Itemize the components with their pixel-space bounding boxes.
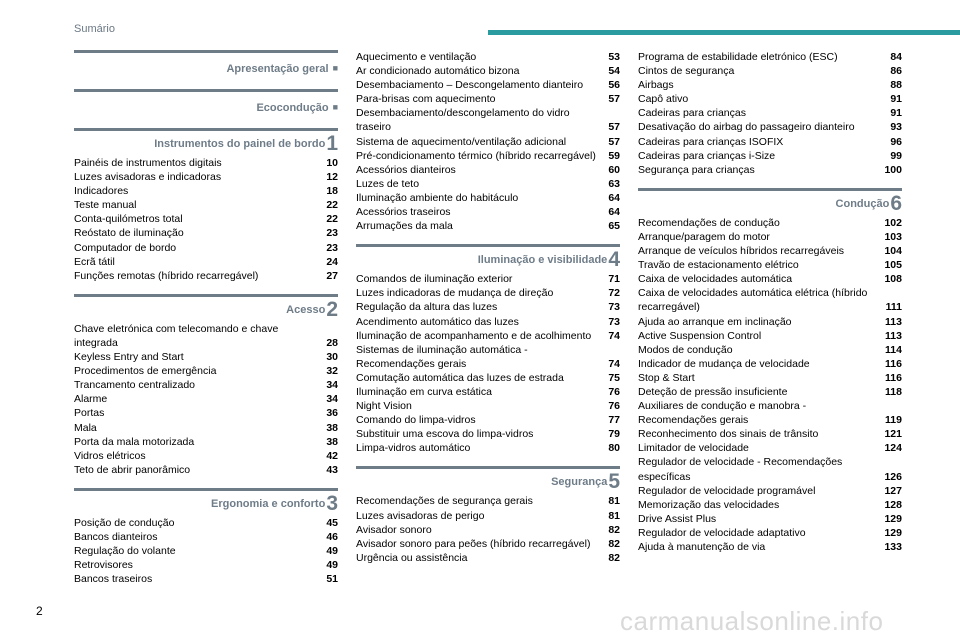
toc-entry[interactable]	[74, 364, 338, 378]
entry-title[interactable]: Segurança para crianças	[638, 163, 755, 176]
entry-title[interactable]: Limpa-vidros automático	[356, 442, 471, 455]
toc-entry[interactable]	[356, 315, 620, 329]
entry-page[interactable]: 102	[884, 216, 902, 229]
entry-page[interactable]: 49	[326, 559, 338, 572]
toc-entry[interactable]	[74, 516, 338, 530]
toc-entry[interactable]	[638, 78, 902, 92]
toc-entry[interactable]	[356, 413, 620, 427]
toc-entry[interactable]	[356, 523, 620, 537]
toc-entry[interactable]	[356, 219, 620, 233]
toc-entry[interactable]	[638, 371, 902, 385]
entry-title[interactable]: Bancos traseiros	[74, 573, 153, 586]
entry-page[interactable]: 76	[608, 385, 620, 398]
entry-title[interactable]: Teto de abrir panorâmico	[74, 463, 191, 476]
entry-page[interactable]: 119	[885, 414, 902, 427]
toc-entry[interactable]	[74, 198, 338, 212]
entry-title[interactable]: Indicador de mudança de velocidade	[638, 357, 810, 370]
entry-title[interactable]: Capô ativo	[638, 93, 689, 106]
entry-page[interactable]: 99	[890, 149, 902, 162]
entry-title[interactable]: Travão de estacionamento elétrico	[638, 259, 799, 272]
entry-page[interactable]: 71	[608, 273, 620, 286]
entry-page[interactable]: 51	[326, 573, 338, 586]
entry-page[interactable]: 43	[326, 463, 338, 476]
entry-title[interactable]: Painéis de instrumentos digitais	[74, 157, 222, 169]
section-number: 2	[326, 297, 338, 321]
toc-column-2	[356, 50, 620, 565]
entry-page[interactable]: 38	[326, 435, 338, 448]
entry-title[interactable]: Avisador sonoro	[356, 523, 432, 536]
toc-entry[interactable]	[356, 343, 620, 371]
section-title[interactable]: Iluminação e visibilidade	[477, 254, 608, 267]
entry-page[interactable]: 129	[884, 526, 902, 539]
entry-title[interactable]: Airbags	[638, 79, 674, 92]
toc-entry[interactable]	[638, 357, 902, 371]
entry-page[interactable]: 76	[608, 400, 620, 413]
toc-entry[interactable]	[638, 343, 902, 357]
entry-title[interactable]: Computador de bordo	[74, 241, 177, 254]
entry-page[interactable]: 28	[326, 336, 338, 349]
entry-title[interactable]: Regulação da altura das luzes	[356, 301, 498, 314]
toc-entry[interactable]	[638, 315, 902, 329]
section-heading[interactable]	[551, 472, 620, 492]
entry-page[interactable]: 116	[885, 357, 902, 370]
toc-entry[interactable]	[356, 92, 620, 106]
entry-title[interactable]: Procedimentos de emergência	[74, 365, 217, 378]
entry-page[interactable]: 82	[608, 523, 620, 536]
entry-title[interactable]: Comandos de iluminação exterior	[356, 273, 513, 286]
section-heading[interactable]	[478, 250, 620, 270]
section-header	[74, 128, 338, 156]
entry-title[interactable]: Stop & Start	[638, 371, 695, 384]
section-title[interactable]: Ecocondução	[256, 101, 329, 114]
entry-page[interactable]: 91	[890, 93, 902, 106]
entry-page[interactable]: 49	[326, 545, 338, 558]
entry-title[interactable]: Aquecimento e ventilação	[356, 51, 477, 63]
entry-page[interactable]: 121	[884, 428, 902, 441]
entry-page[interactable]: 23	[326, 241, 338, 254]
toc-entry[interactable]	[356, 494, 620, 508]
toc-entry[interactable]	[356, 205, 620, 219]
section-gap	[74, 283, 338, 294]
toc-entry[interactable]	[638, 149, 902, 163]
entry-title[interactable]: Regulador de velocidade - Recomendações específicas	[638, 456, 843, 483]
toc-entry[interactable]	[638, 92, 902, 106]
section-header	[356, 466, 620, 494]
section-title[interactable]: Acesso	[286, 303, 326, 316]
entry-title[interactable]: Trancamento centralizado	[74, 379, 196, 392]
section-title[interactable]: Segurança	[551, 476, 608, 489]
entry-title[interactable]: Acendimento automático das luzes	[356, 315, 519, 328]
entry-page[interactable]: 34	[326, 393, 338, 406]
toc-entry[interactable]	[638, 455, 902, 483]
entry-page[interactable]: 111	[885, 301, 902, 314]
entry-page[interactable]: 57	[608, 135, 620, 148]
toc-entry[interactable]	[638, 484, 902, 498]
entry-page[interactable]: 10	[326, 157, 338, 169]
toc-entry[interactable]	[638, 441, 902, 455]
section-gap	[638, 177, 902, 188]
entry-title[interactable]: Alarme	[74, 393, 108, 406]
toc-entry[interactable]	[74, 378, 338, 392]
section-title[interactable]: Ergonomia e conforto	[211, 497, 326, 510]
section-header	[74, 294, 338, 322]
entry-title[interactable]: Acessórios dianteiros	[356, 163, 456, 176]
toc-entry[interactable]	[638, 399, 902, 427]
entry-page[interactable]: 75	[608, 371, 620, 384]
entry-page[interactable]: 126	[884, 470, 902, 483]
toc-entry[interactable]	[356, 551, 620, 565]
entry-title[interactable]: Caixa de velocidades automática elétrica (híbrido recarregável)	[638, 287, 868, 314]
section-heading[interactable]	[835, 191, 902, 215]
entry-page[interactable]: 23	[326, 227, 338, 240]
entry-page[interactable]: 116	[885, 371, 902, 384]
header-accent-bar	[488, 30, 960, 35]
section-number: 5	[608, 470, 620, 494]
toc-entry[interactable]	[356, 177, 620, 191]
page-number: 2	[36, 604, 43, 618]
entry-title[interactable]: Pré-condicionamento térmico (híbrido recarregável)	[356, 149, 596, 162]
entry-title[interactable]: Ar condicionado automático bizona	[356, 65, 520, 78]
toc-column-3	[638, 50, 902, 554]
entry-title[interactable]: Recomendações de condução	[638, 216, 780, 229]
entry-title[interactable]: Desativação do airbag do passageiro dianteiro	[638, 121, 855, 134]
section-gap	[74, 78, 338, 89]
section-number: 3	[326, 491, 338, 515]
entry-page[interactable]: 114	[885, 343, 902, 356]
toc-entry[interactable]	[74, 156, 338, 170]
entry-page[interactable]: 18	[326, 185, 338, 198]
toc-entry[interactable]	[356, 509, 620, 523]
header-title: Sumário	[74, 23, 115, 35]
entry-title[interactable]: Funções remotas (híbrido recarregável)	[74, 269, 259, 282]
section-header	[356, 244, 620, 272]
toc-entry[interactable]	[74, 558, 338, 572]
entry-page[interactable]: 57	[608, 121, 620, 134]
entry-page[interactable]: 74	[608, 357, 620, 370]
section-gap	[74, 477, 338, 488]
toc-entry[interactable]	[356, 149, 620, 163]
entry-page[interactable]: 22	[326, 199, 338, 212]
toc-entry[interactable]	[638, 64, 902, 78]
entry-page[interactable]: 128	[884, 498, 902, 511]
toc-entry[interactable]	[74, 392, 338, 406]
entry-page[interactable]: 72	[608, 287, 620, 300]
toc-entry[interactable]	[74, 544, 338, 558]
entry-page[interactable]: 64	[608, 206, 620, 219]
section-heading[interactable]	[256, 100, 338, 115]
entry-page[interactable]: 81	[608, 495, 620, 508]
entry-title[interactable]: Drive Assist Plus	[638, 512, 717, 525]
entry-title[interactable]: Iluminação em curva estática	[356, 385, 492, 398]
entry-title[interactable]: Substituir uma escova do limpa-vidros	[356, 428, 534, 441]
toc-entry[interactable]	[74, 406, 338, 420]
entry-page[interactable]: 64	[608, 191, 620, 204]
entry-title[interactable]: Arranque/paragem do motor	[638, 230, 770, 243]
toc-entry[interactable]	[356, 441, 620, 455]
section-title[interactable]: Apresentação geral	[226, 62, 329, 75]
entry-title[interactable]: Regulador de velocidade programável	[638, 484, 816, 497]
entry-page[interactable]: 59	[608, 149, 620, 162]
toc-entry[interactable]	[356, 191, 620, 205]
entry-page[interactable]: 108	[884, 273, 902, 286]
toc-entry[interactable]	[638, 498, 902, 512]
toc-entry[interactable]	[356, 64, 620, 78]
toc-entry[interactable]	[356, 163, 620, 177]
entry-title[interactable]: Iluminação ambiente do habitáculo	[356, 191, 519, 204]
entry-page[interactable]: 113	[885, 315, 902, 328]
entry-title[interactable]: Memorização das velocidades	[638, 498, 780, 511]
toc-entry[interactable]	[74, 226, 338, 240]
toc-column-1	[74, 50, 338, 586]
toc-entry[interactable]	[356, 537, 620, 551]
entry-page[interactable]: 63	[608, 177, 620, 190]
toc-entry[interactable]	[356, 50, 620, 64]
toc-entry[interactable]	[356, 286, 620, 300]
entry-page[interactable]: 57	[608, 93, 620, 106]
section-heading[interactable]	[286, 297, 338, 321]
entry-title[interactable]: Desembaciamento – Descongelamento dianteiro	[356, 79, 584, 92]
entry-title[interactable]: Porta da mala motorizada	[74, 435, 195, 448]
toc-entry[interactable]	[356, 272, 620, 286]
toc-entry[interactable]	[74, 350, 338, 364]
entry-title[interactable]: Cadeiras para crianças	[638, 107, 746, 120]
entry-title[interactable]: Portas	[74, 407, 105, 420]
toc-entry[interactable]	[638, 272, 902, 286]
entry-title[interactable]: Posição de condução	[74, 516, 175, 529]
section-number: 4	[608, 248, 620, 272]
section-header	[74, 488, 338, 516]
toc-entry[interactable]	[638, 286, 902, 314]
entry-page[interactable]: 54	[608, 65, 620, 78]
section-heading[interactable]	[226, 61, 338, 76]
entry-title[interactable]: Bancos dianteiros	[74, 530, 158, 543]
entry-page[interactable]: 127	[884, 484, 902, 497]
section-heading[interactable]	[154, 134, 338, 154]
entry-title[interactable]: Sistemas de iluminação automática - Recomendações gerais	[356, 343, 528, 370]
entry-page[interactable]: 36	[326, 407, 338, 420]
square-marker-icon: ■	[332, 62, 338, 73]
entry-title[interactable]: Para-brisas com aquecimento	[356, 93, 496, 106]
entry-title[interactable]: Indicadores	[74, 185, 129, 198]
toc-entry[interactable]	[638, 120, 902, 134]
entry-page[interactable]: 45	[326, 516, 338, 529]
entry-title[interactable]: Arranque de veículos híbridos recarregáveis	[638, 245, 845, 258]
section-number: 6	[890, 191, 902, 215]
entry-title[interactable]: Ajuda à manutenção de via	[638, 541, 766, 553]
toc-entry[interactable]	[638, 329, 902, 343]
entry-title[interactable]: Recomendações de segurança gerais	[356, 495, 533, 508]
toc-entry[interactable]	[638, 230, 902, 244]
toc-entry[interactable]	[638, 106, 902, 120]
entry-page[interactable]: 73	[608, 315, 620, 328]
toc-entry[interactable]	[74, 255, 338, 269]
toc-entry[interactable]	[356, 78, 620, 92]
entry-title[interactable]: Comando do limpa-vidros	[356, 414, 476, 427]
section-header	[74, 50, 338, 78]
entry-title[interactable]: Limitador de velocidade	[638, 442, 749, 455]
toc-entry[interactable]	[356, 371, 620, 385]
toc-entry[interactable]	[638, 135, 902, 149]
toc-entry[interactable]	[638, 244, 902, 258]
entry-page[interactable]: 84	[890, 51, 902, 63]
toc-entry[interactable]	[638, 216, 902, 230]
toc-entry[interactable]	[74, 184, 338, 198]
entry-title[interactable]: Cadeiras para crianças ISOFIX	[638, 135, 784, 148]
section-title[interactable]: Condução	[835, 197, 890, 210]
section-gap	[356, 455, 620, 466]
toc-entry[interactable]	[74, 421, 338, 435]
entry-page[interactable]: 27	[326, 269, 338, 282]
entry-page[interactable]: 103	[884, 230, 902, 243]
entry-title[interactable]: Mala	[74, 421, 97, 434]
section-header	[74, 89, 338, 117]
entry-page[interactable]: 105	[884, 259, 902, 272]
entry-title[interactable]: Acessórios traseiros	[356, 206, 451, 219]
entry-title[interactable]: Reconhecimento dos sinais de trânsito	[638, 428, 819, 441]
entry-page[interactable]: 124	[884, 442, 902, 455]
entry-title[interactable]: Programa de estabilidade eletrónico (ESC)	[638, 51, 838, 63]
entry-page[interactable]: 80	[608, 442, 620, 455]
toc-entry[interactable]	[638, 526, 902, 540]
section-title[interactable]: Instrumentos do painel de bordo	[154, 138, 326, 150]
toc-entry[interactable]	[74, 269, 338, 283]
toc-entry[interactable]	[638, 258, 902, 272]
entry-page[interactable]: 104	[884, 245, 902, 258]
entry-page[interactable]: 82	[608, 551, 620, 564]
entry-title[interactable]: Auxiliares de condução e manobra - Recomendações gerais	[638, 400, 807, 427]
entry-page[interactable]: 38	[326, 421, 338, 434]
entry-title[interactable]: Iluminação de acompanhamento e de acolhimento	[356, 329, 592, 342]
toc-entry[interactable]	[74, 241, 338, 255]
toc-entry[interactable]	[638, 540, 902, 554]
entry-title[interactable]: Luzes avisadoras e indicadoras	[74, 171, 222, 184]
entry-page[interactable]: 56	[608, 79, 620, 92]
entry-title[interactable]: Regulador de velocidade adaptativo	[638, 526, 806, 539]
entry-page[interactable]: 86	[890, 65, 902, 78]
entry-page[interactable]: 30	[326, 351, 338, 364]
toc-entry[interactable]	[638, 163, 902, 177]
entry-page[interactable]: 91	[890, 107, 902, 120]
toc-entry[interactable]	[638, 427, 902, 441]
toc-entry[interactable]	[356, 427, 620, 441]
entry-page[interactable]: 34	[326, 379, 338, 392]
entry-title[interactable]: Comutação automática das luzes de estrada	[356, 371, 564, 384]
entry-title[interactable]: Night Vision	[356, 400, 412, 413]
entry-page[interactable]: 88	[890, 79, 902, 92]
entry-title[interactable]: Conta-quilómetros total	[74, 213, 183, 226]
entry-page[interactable]: 81	[608, 509, 620, 522]
toc-entry[interactable]	[74, 449, 338, 463]
entry-title[interactable]: Luzes avisadoras de perigo	[356, 509, 485, 522]
toc-entry[interactable]	[74, 212, 338, 226]
entry-page[interactable]: 82	[608, 537, 620, 550]
watermark: carmanualsonline.info	[620, 606, 884, 636]
entry-title[interactable]: Retrovisores	[74, 559, 133, 572]
entry-page[interactable]: 77	[608, 414, 620, 427]
entry-page[interactable]: 79	[608, 428, 620, 441]
entry-page[interactable]: 100	[884, 163, 902, 176]
section-heading[interactable]	[211, 491, 338, 515]
entry-page[interactable]: 24	[326, 255, 338, 268]
entry-title[interactable]: Modos de condução	[638, 343, 733, 356]
entry-page[interactable]: 42	[326, 449, 338, 462]
toc-entry[interactable]	[356, 329, 620, 343]
entry-title[interactable]: Ecrã tátil	[74, 255, 115, 268]
entry-title[interactable]: Vidros elétricos	[74, 449, 146, 462]
entry-title[interactable]: Ajuda ao arranque em inclinação	[638, 315, 792, 328]
entry-page[interactable]: 53	[608, 51, 620, 63]
toc-entry[interactable]	[74, 530, 338, 544]
entry-title[interactable]: Regulação do volante	[74, 545, 176, 558]
entry-page[interactable]: 74	[608, 329, 620, 342]
toc-entry[interactable]	[638, 385, 902, 399]
entry-title[interactable]: Arrumações da mala	[356, 220, 453, 233]
section-gap	[74, 117, 338, 128]
entry-title[interactable]: Luzes indicadoras de mudança de direção	[356, 287, 554, 300]
entry-title[interactable]: Urgência ou assistência	[356, 551, 468, 564]
entry-page[interactable]: 32	[326, 365, 338, 378]
square-marker-icon: ■	[332, 101, 338, 112]
toc-entry[interactable]	[638, 512, 902, 526]
entry-page[interactable]: 73	[608, 301, 620, 314]
toc-entry[interactable]	[356, 399, 620, 413]
entry-page[interactable]: 129	[884, 512, 902, 525]
entry-page[interactable]: 65	[608, 220, 620, 233]
entry-title[interactable]: Luzes de teto	[356, 177, 420, 190]
toc-entry[interactable]	[74, 463, 338, 477]
toc-entry[interactable]	[356, 106, 620, 134]
entry-title[interactable]: Active Suspension Control	[638, 329, 762, 342]
entry-title[interactable]: Teste manual	[74, 199, 137, 212]
section-gap	[356, 233, 620, 244]
toc-entry[interactable]	[356, 135, 620, 149]
entry-page[interactable]: 12	[326, 171, 338, 184]
entry-title[interactable]: Desembaciamento/descongelamento do vidro traseiro	[356, 107, 570, 134]
section-number: 1	[326, 132, 338, 155]
section-header	[638, 188, 902, 216]
entry-page[interactable]: 93	[890, 121, 902, 134]
toc-entry[interactable]	[356, 385, 620, 399]
entry-page[interactable]: 22	[326, 213, 338, 226]
toc-entry[interactable]	[74, 572, 338, 586]
toc-entry[interactable]	[638, 50, 902, 64]
entry-title[interactable]: Chave eletrónica com telecomando e chave integrada	[74, 322, 279, 349]
entry-page[interactable]: 118	[885, 385, 902, 398]
entry-title[interactable]: Cintos de segurança	[638, 65, 735, 78]
entry-page[interactable]: 46	[326, 530, 338, 543]
entry-title[interactable]: Avisador sonoro para peões (híbrido recarregável)	[356, 537, 591, 550]
entry-page[interactable]: 133	[884, 541, 902, 553]
entry-title[interactable]: Sistema de aquecimento/ventilação adicional	[356, 135, 567, 148]
entry-title[interactable]: Caixa de velocidades automática	[638, 273, 793, 286]
toc-entry[interactable]	[74, 322, 338, 350]
toc-entry[interactable]	[74, 170, 338, 184]
toc-entry[interactable]	[74, 435, 338, 449]
toc-entry[interactable]	[356, 300, 620, 314]
entry-title[interactable]: Reóstato de iluminação	[74, 227, 184, 240]
entry-page[interactable]: 96	[890, 135, 902, 148]
entry-title[interactable]: Keyless Entry and Start	[74, 351, 184, 364]
entry-title[interactable]: Cadeiras para crianças i-Size	[638, 149, 776, 162]
entry-page[interactable]: 113	[885, 329, 902, 342]
entry-title[interactable]: Deteção de pressão insuficiente	[638, 385, 788, 398]
entry-page[interactable]: 60	[608, 163, 620, 176]
